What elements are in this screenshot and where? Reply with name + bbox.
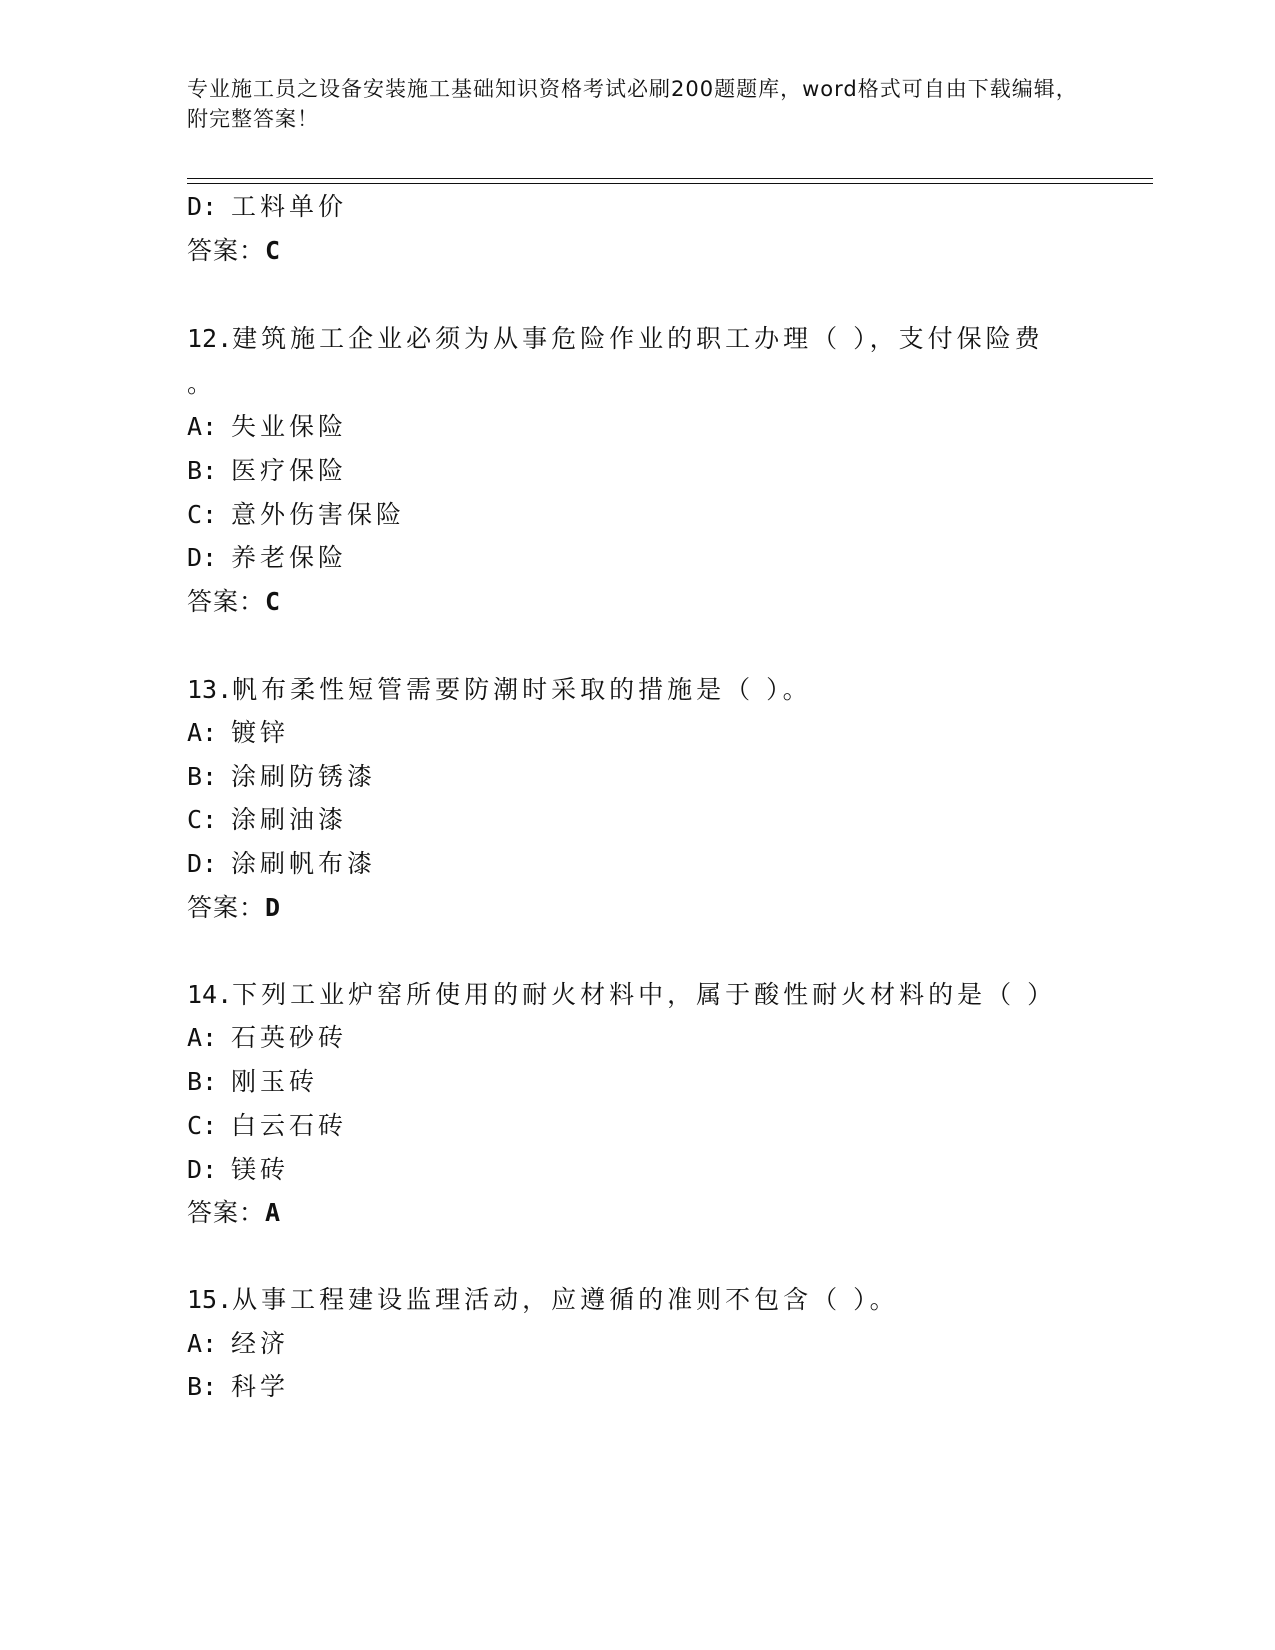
option-text: 石英砂砖	[231, 1023, 348, 1052]
option-text: 镁砖	[231, 1155, 290, 1184]
option-text: 刚玉砖	[231, 1067, 319, 1096]
q12-option-a	[187, 412, 347, 442]
q15-option-b	[187, 1372, 289, 1402]
answer-label: 答案：	[187, 587, 266, 616]
question-number: 13.	[187, 675, 233, 704]
option-letter: B:	[187, 762, 218, 791]
q13-stem	[187, 675, 812, 705]
q14-answer	[187, 1198, 281, 1228]
q14-option-c	[187, 1111, 347, 1141]
question-stem: 下列工业炉窑所使用的耐火材料中，属于酸性耐火材料的是（ ）	[232, 980, 1057, 1009]
option-letter: D:	[187, 849, 218, 878]
option-letter: D:	[187, 543, 218, 572]
option-text: 工料单价	[231, 192, 348, 221]
option-letter: A:	[187, 1023, 218, 1052]
answer-value: C	[265, 236, 282, 265]
option-letter: B:	[187, 1067, 218, 1096]
option-letter: D:	[187, 1155, 218, 1184]
answer-value: A	[265, 1198, 282, 1227]
question-stem-line2: 。	[187, 369, 217, 398]
question-stem-line1: 建筑施工企业必须为从事危险作业的职工办理（ ），支付保险费	[232, 324, 1044, 353]
question-number: 15.	[187, 1285, 233, 1314]
question-number: 14.	[187, 980, 233, 1009]
answer-label: 答案：	[187, 236, 266, 265]
answer-value: C	[265, 587, 282, 616]
header-rule-bottom	[187, 183, 1153, 184]
option-text: 经济	[231, 1329, 290, 1358]
q13-option-a	[187, 718, 289, 748]
option-text: 医疗保险	[231, 456, 348, 485]
option-letter: C:	[187, 805, 218, 834]
header-rule-top	[187, 178, 1153, 179]
option-text: 涂刷帆布漆	[231, 849, 377, 878]
option-text: 白云石砖	[231, 1111, 348, 1140]
option-text: 失业保险	[231, 412, 348, 441]
question-stem: 从事工程建设监理活动，应遵循的准则不包含（ ）。	[232, 1285, 899, 1314]
option-text: 养老保险	[231, 543, 348, 572]
question-stem: 帆布柔性短管需要防潮时采取的措施是（ ）。	[232, 675, 812, 704]
option-text: 意外伤害保险	[231, 500, 406, 529]
q11-option-d	[187, 192, 347, 222]
q12-option-c	[187, 500, 405, 530]
q13-option-b	[187, 762, 376, 792]
option-letter: C:	[187, 1111, 218, 1140]
option-text: 科学	[231, 1372, 290, 1401]
q15-option-a	[187, 1329, 289, 1359]
option-letter: B:	[187, 1372, 218, 1401]
option-text: 镀锌	[231, 718, 290, 747]
q12-stem-continued	[187, 369, 216, 399]
q14-option-b	[187, 1067, 318, 1097]
option-letter: A:	[187, 718, 218, 747]
document-header: 专业施工员之设备安装施工基础知识资格考试必刷200题题库，word格式可自由下载编辑，附完整答案！	[187, 77, 1078, 131]
q14-option-a	[187, 1023, 347, 1053]
option-text: 涂刷防锈漆	[231, 762, 377, 791]
q13-option-d	[187, 849, 376, 879]
answer-value: D	[265, 893, 282, 922]
q14-stem	[187, 980, 1056, 1010]
q12-option-b	[187, 456, 347, 486]
q12-stem	[187, 324, 1044, 354]
option-text: 涂刷油漆	[231, 805, 348, 834]
option-letter: A:	[187, 1329, 218, 1358]
question-number: 12.	[187, 324, 233, 353]
q12-option-d	[187, 543, 347, 573]
q13-option-c	[187, 805, 347, 835]
option-letter: B:	[187, 456, 218, 485]
answer-label: 答案：	[187, 1198, 266, 1227]
q14-option-d	[187, 1155, 289, 1185]
q15-stem	[187, 1285, 899, 1315]
q13-answer	[187, 893, 281, 923]
option-letter: D:	[187, 192, 218, 221]
option-letter: C:	[187, 500, 218, 529]
answer-label: 答案：	[187, 893, 266, 922]
q12-answer	[187, 587, 281, 617]
q11-answer	[187, 236, 281, 266]
option-letter: A:	[187, 412, 218, 441]
